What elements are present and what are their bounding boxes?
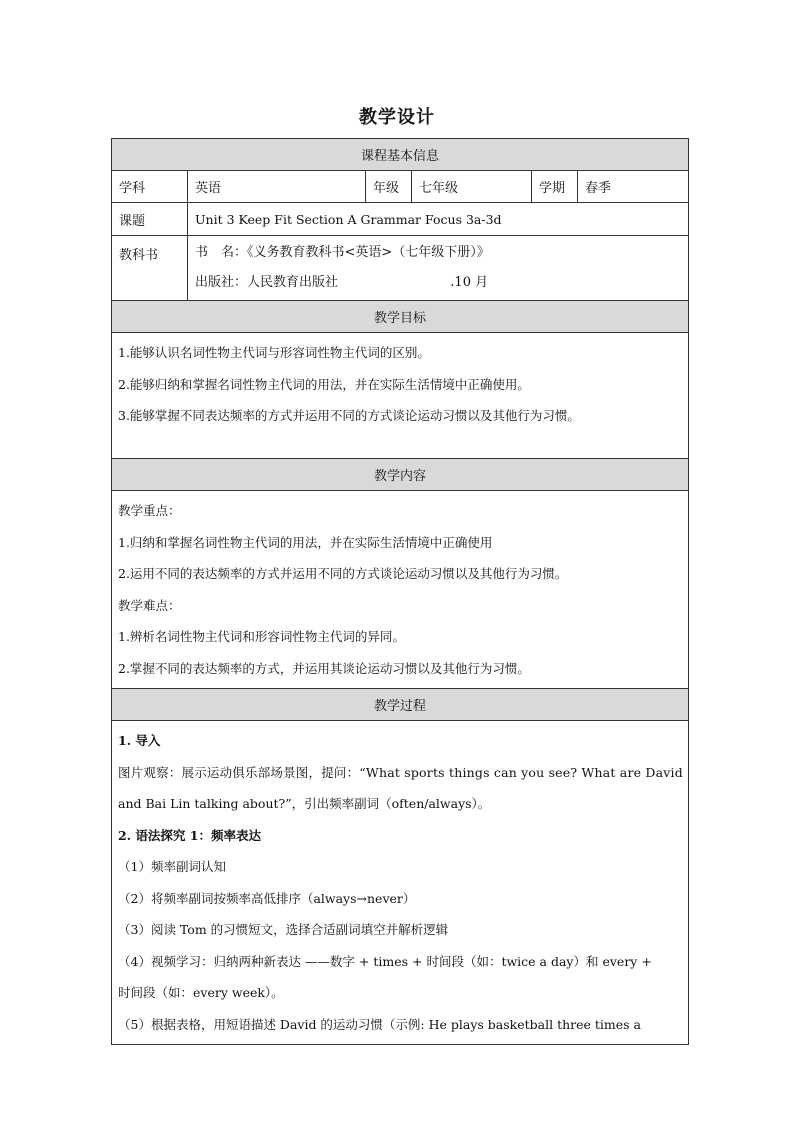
objectives-header: 教学目标	[112, 301, 689, 333]
process-line: （2）将频率副词按频率高低排序（always→never）	[118, 890, 416, 906]
textbook-row	[112, 236, 689, 301]
process-body	[112, 721, 689, 1045]
topic-value: Unit 3 Keep Fit Section A Grammar Focus 3a-3d	[188, 203, 689, 236]
basic-info-header-row	[112, 139, 689, 171]
content-header: 教学内容	[112, 459, 689, 491]
textbook-label: 教科书	[112, 236, 188, 301]
book-name-line: 书 名：《义务教育教科书<英语>（七年级下册）》	[195, 245, 490, 260]
grade-value: 七年级	[412, 171, 532, 203]
textbook-info	[188, 236, 689, 301]
process-header: 教学过程	[112, 689, 689, 721]
objective-item: 1.能够认识名词性物主代词与形容词性物主代词的区别。	[118, 345, 430, 360]
subject-label: 学科	[112, 171, 188, 203]
content-line: 教学重点：	[118, 503, 181, 518]
publish-date-fragment: .10 月	[450, 275, 489, 290]
process-section-heading: 2. 语法探究 1：频率表达	[118, 827, 261, 843]
topic-label: 课题	[112, 203, 188, 236]
process-header-row	[112, 689, 689, 721]
grade-label: 年级	[366, 171, 412, 203]
term-label: 学期	[532, 171, 578, 203]
process-line: 图片观察：展示运动俱乐部场景图，提问：“What sports things can you see? What are David	[118, 764, 683, 780]
process-line: and Bai Lin talking about?”，引出频率副词（often/always）。	[118, 796, 491, 811]
content-body	[112, 491, 689, 689]
content-line: 1.辨析名词性物主代词和形容词性物主代词的异同。	[118, 629, 405, 644]
content-line: 1.归纳和掌握名词性物主代词的用法，并在实际生活情境中正确使用	[118, 534, 493, 550]
content-line: 2.掌握不同的表达频率的方式，并运用其谈论运动习惯以及其他行为习惯。	[118, 660, 530, 676]
topic-row	[112, 203, 689, 236]
process-line: （5）根据表格，用短语描述 David 的运动习惯（示例: He plays basketball three times a	[118, 1016, 642, 1032]
process-line: （4）视频学习：归纳两种新表达 ——数字 + times + 时间段（如：twice a day）和 every +	[118, 953, 652, 969]
objective-item: 2.能够归纳和掌握名词性物主代词的用法，并在实际生活情境中正确使用。	[118, 376, 530, 392]
objectives-body-row	[112, 333, 689, 459]
content-line: 教学难点：	[118, 597, 181, 613]
objectives-body	[112, 333, 689, 459]
subject-value: 英语	[188, 171, 366, 203]
term-value: 春季	[578, 171, 689, 203]
process-line: 时间段（如：every week）。	[118, 985, 284, 1000]
subject-row	[112, 171, 689, 203]
process-line: （3）阅读 Tom 的习惯短文，选择合适副词填空并解析逻辑	[118, 922, 449, 937]
content-line: 2.运用不同的表达频率的方式并运用不同的方式谈论运动习惯以及其他行为习惯。	[118, 566, 568, 581]
basic-info-header: 课程基本信息	[112, 139, 689, 171]
lesson-plan-table	[111, 138, 689, 1045]
publisher-line	[195, 268, 681, 298]
process-line: （1）频率副词认知	[118, 859, 226, 874]
process-body-row	[112, 721, 689, 1045]
publisher-text: 出版社：人民教育出版社	[195, 275, 339, 290]
objectives-header-row	[112, 301, 689, 333]
content-body-row	[112, 491, 689, 689]
content-header-row	[112, 459, 689, 491]
process-section-heading: 1. 导入	[118, 733, 161, 748]
objective-item: 3.能够掌握不同表达频率的方式并运用不同的方式谈论运动习惯以及其他行为习惯。	[118, 408, 580, 423]
document-title: 教学设计	[359, 107, 435, 128]
